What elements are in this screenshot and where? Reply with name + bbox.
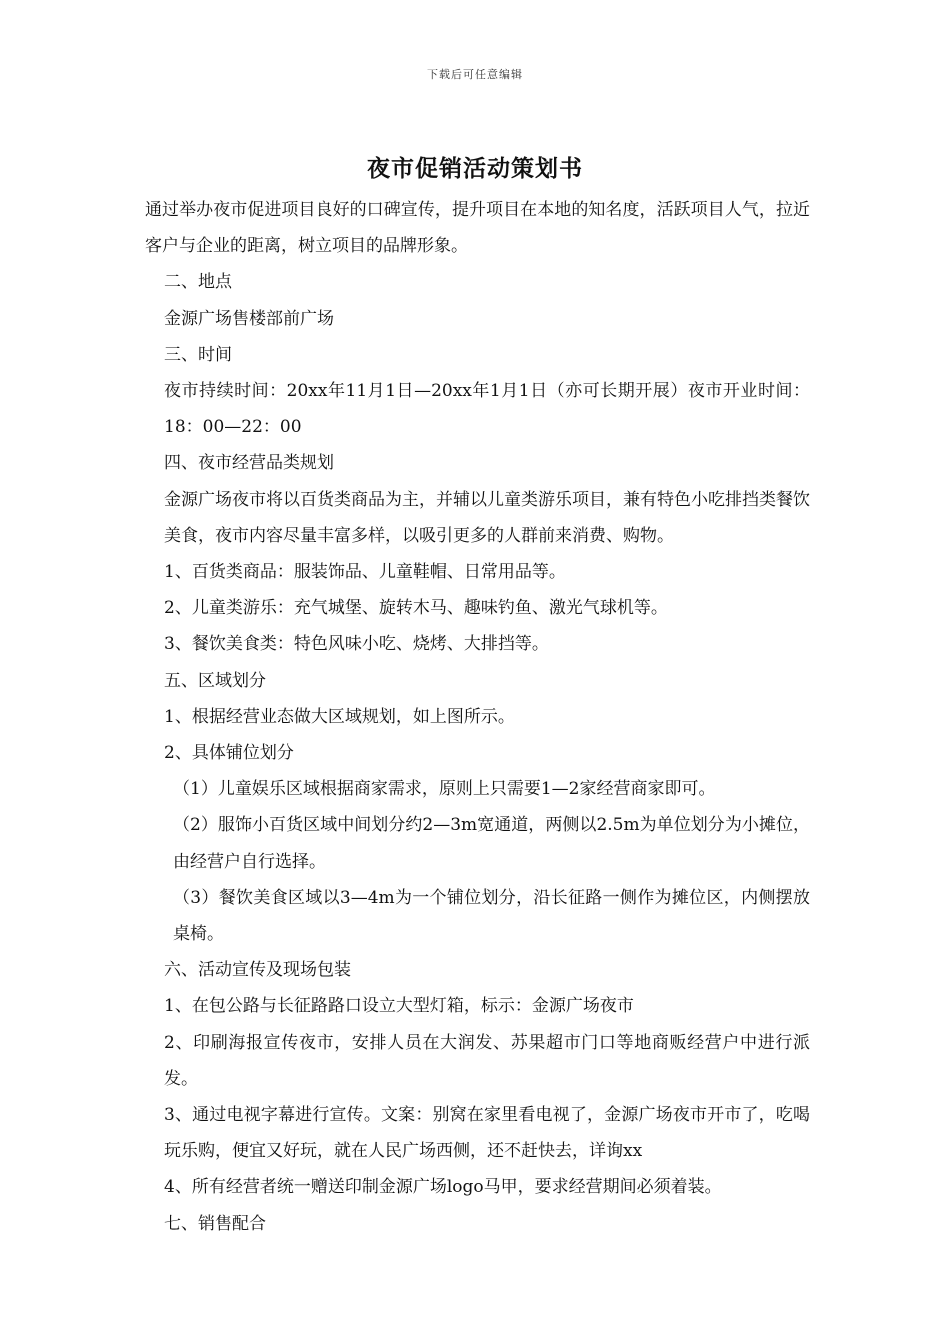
time-text: 夜市持续时间：20xx年11月1日—20xx年1月1日（亦可长期开展）夜市开业时间：18：00—22：00 [164,381,810,438]
promotion-item-4: 4、所有经营者统一赠送印制金源广场logo马甲，要求经营期间必须着装。 [164,1177,722,1198]
section-heading-promotion: 六、活动宣传及现场包装 [164,960,351,981]
section-heading-sales-support: 七、销售配合 [164,1213,266,1234]
zoning-subitem-2: （2）服饰小百货区域中间划分约2—3m宽通道，两侧以2.5m为单位划分为小摊位，由经营户自行选择。 [173,815,810,872]
category-item-3: 3、餐饮美食类：特色风味小吃、烧烤、大排挡等。 [164,634,549,655]
section-heading-zoning: 五、区域划分 [164,670,266,691]
section-heading-time: 三、时间 [164,344,232,365]
intro-paragraph: 通过举办夜市促进项目良好的口碑宣传，提升项目在本地的知名度，活跃项目人气，拉近客户与企业的距离，树立项目的品牌形象。 [145,200,810,257]
promotion-item-2: 2、印刷海报宣传夜市，安排人员在大润发、苏果超市门口等地商贩经营户中进行派发。 [164,1032,810,1089]
document-body [145,192,810,1242]
promotion-item-1: 1、在包公路与长征路路口设立大型灯箱，标示：金源广场夜市 [164,996,634,1017]
category-item-2: 2、儿童类游乐：充气城堡、旋转木马、趣味钓鱼、激光气球机等。 [164,598,668,619]
zoning-subitem-3: （3）餐饮美食区域以3—4m为一个铺位划分，沿长征路一侧作为摊位区，内侧摆放桌椅。 [173,887,810,945]
zoning-subitem-1: （1）儿童娱乐区域根据商家需求，原则上只需要1—2家经营商家即可。 [173,779,716,800]
page-header-note: 下载后可任意编辑 [427,68,523,81]
section-heading-category-plan: 四、夜市经营品类规划 [164,453,334,474]
promotion-item-3: 3、通过电视字幕进行宣传。文案：别窝在家里看电视了，金源广场夜市开市了，吃喝玩乐购，便宜又好玩，就在人民广场西侧，还不赶快去，详询xx [164,1105,810,1162]
location-text: 金源广场售楼部前广场 [164,308,334,329]
category-item-1: 1、百货类商品：服装饰品、儿童鞋帽、日常用品等。 [164,562,566,583]
section-heading-location: 二、地点 [164,272,232,293]
document-title: 夜市促销活动策划书 [367,155,583,182]
zoning-item-2: 2、具体铺位划分 [164,743,294,764]
category-plan-text: 金源广场夜市将以百货类商品为主，并辅以儿童类游乐项目，兼有特色小吃排挡类餐饮美食，夜市内容尽量丰富多样，以吸引更多的人群前来消费、购物。 [164,489,810,546]
zoning-item-1: 1、根据经营业态做大区域规划，如上图所示。 [164,706,515,727]
